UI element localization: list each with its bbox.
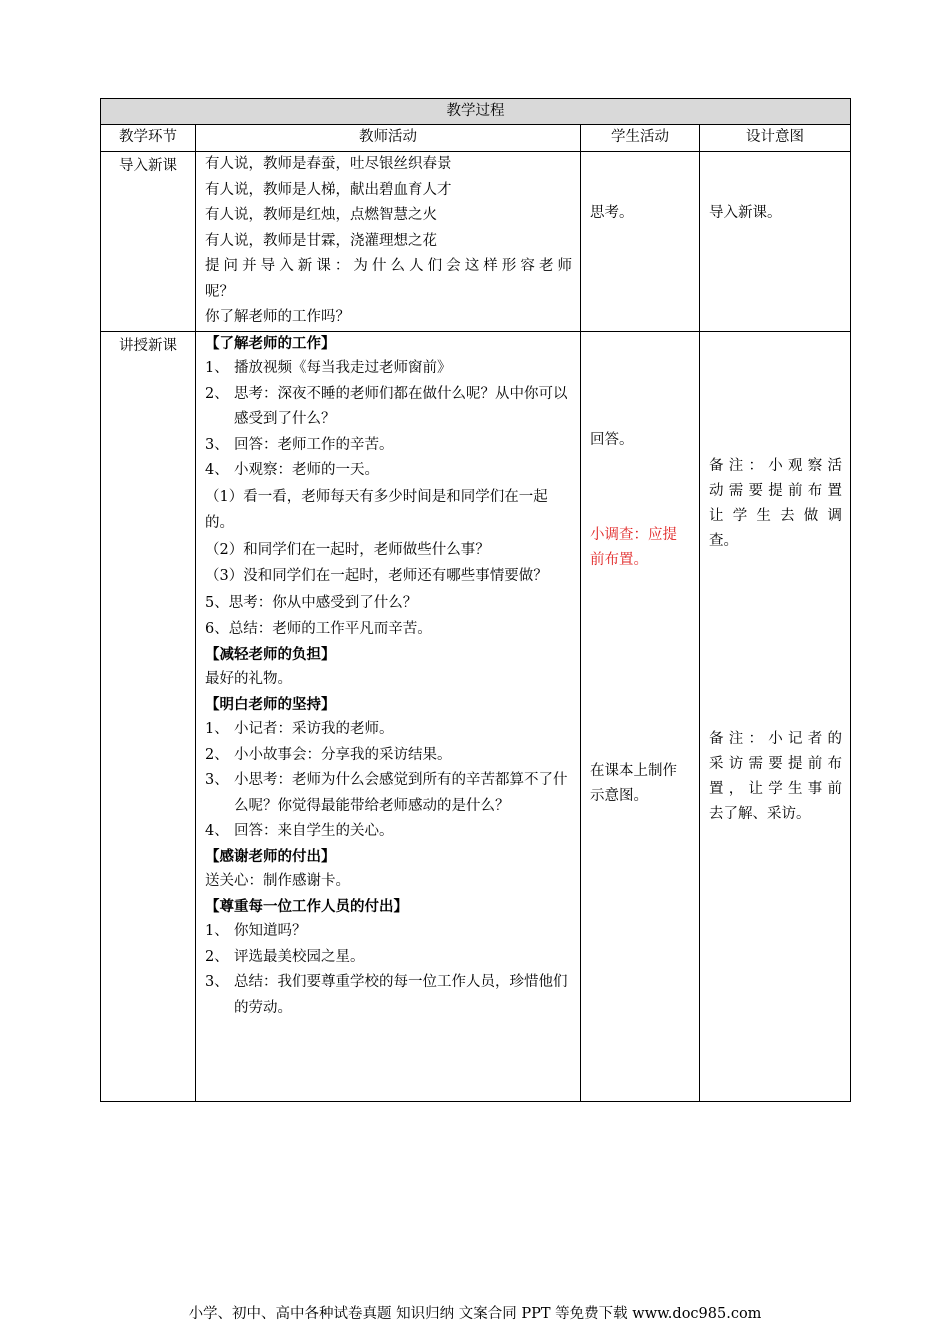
list-item: 3、 小思考：老师为什么会感觉到所有的辛苦都算不了什么呢？你觉得最能带给老师感动的是什么？ xyxy=(205,772,568,814)
lesson-process-table xyxy=(100,98,851,1102)
table-row-main xyxy=(101,331,851,1101)
intro-line: 有人说，教师是红烛，点燃智慧之火 xyxy=(205,207,437,223)
sub-item: （1）看一看，老师每天有多少时间是和同学们在一起的。 xyxy=(205,488,548,531)
student-activity-main xyxy=(581,331,700,1101)
page-footer: 小学、初中、高中各种试卷真题 知识归纳 文案合同 PPT 等免费下载 www.doc985.com xyxy=(188,1306,762,1322)
design-intro: 导入新课。 xyxy=(709,205,782,221)
list-item: 3、 回答：老师工作的辛苦。 xyxy=(205,436,394,453)
section-title: 【明白老师的坚持】 xyxy=(205,695,336,713)
intro-line: 提问并导入新课：为什么人们会这样形容老师 xyxy=(205,258,572,274)
table-title: 教学过程 xyxy=(101,99,851,125)
list-item: 1、 你知道吗？ xyxy=(205,923,307,939)
list-item: 2、 评选最美校园之星。 xyxy=(205,948,365,965)
student-think: 思考。 xyxy=(590,205,634,221)
sub-item: （3）没和同学们在一起时，老师还有哪些事情要做？ xyxy=(205,568,548,584)
section-title: 【了解老师的工作】 xyxy=(205,334,336,352)
list-item: 3、 总结：我们要尊重学校的每一位工作人员，珍惜他们的劳动。 xyxy=(205,974,568,1016)
list-item: 4、 回答：来自学生的关心。 xyxy=(205,823,394,839)
header-design: 设计意图 xyxy=(700,125,851,152)
design-note-observe: 备注：小观察活 动需要提前布置 让学生去做调 查。 xyxy=(709,457,842,549)
stage-main: 讲授新课 xyxy=(101,331,196,1101)
list-item: 2、 小小故事会：分享我的采访结果。 xyxy=(205,746,452,763)
sub-item: 5、思考：你从中感受到了什么？ xyxy=(205,594,418,611)
intro-line: 你了解老师的工作吗？ xyxy=(205,309,350,325)
list-item: 4、 小观察：老师的一天。 xyxy=(205,462,379,478)
design-intent-main xyxy=(700,331,851,1101)
student-activity-intro xyxy=(581,152,700,332)
teacher-activity-main xyxy=(196,331,581,1101)
section-text: 最好的礼物。 xyxy=(205,671,292,687)
header-student: 学生活动 xyxy=(581,125,700,152)
stage-intro: 导入新课 xyxy=(101,152,196,332)
table-row-intro xyxy=(101,152,851,332)
intro-line: 有人说，教师是人梯，献出碧血育人才 xyxy=(205,181,452,198)
student-diagram: 在课本上制作 示意图。 xyxy=(590,762,677,804)
header-stage: 教学环节 xyxy=(101,125,196,152)
intro-line: 有人说，教师是春蚕，吐尽银丝织春景 xyxy=(205,156,452,172)
design-note-interview: 备注：小记者的 采访需要提前布 置，让学生事前 去了解、采访。 xyxy=(709,730,842,822)
sub-item: 6、总结：老师的工作平凡而辛苦。 xyxy=(205,621,432,637)
header-teacher: 教师活动 xyxy=(196,125,581,152)
intro-line: 呢？ xyxy=(205,283,234,300)
section-text: 送关心：制作感谢卡。 xyxy=(205,873,350,889)
intro-line: 有人说，教师是甘霖，浇灌理想之花 xyxy=(205,232,437,249)
teacher-activity-intro xyxy=(196,152,581,332)
design-intent-intro xyxy=(700,152,851,332)
list-item: 2、 思考：深夜不睡的老师们都在做什么呢？从中你可以感受到了什么？ xyxy=(205,385,568,427)
section-title: 【感谢老师的付出】 xyxy=(205,847,336,865)
student-answer: 回答。 xyxy=(590,431,634,448)
student-survey: 小调查：应提 前布置。 xyxy=(590,526,677,568)
section-title: 【减轻老师的负担】 xyxy=(205,645,336,663)
section-title: 【尊重每一位工作人员的付出】 xyxy=(205,897,408,915)
sub-item: （2）和同学们在一起时，老师做些什么事？ xyxy=(205,541,490,558)
list-item: 1、 小记者：采访我的老师。 xyxy=(205,721,394,737)
list-item: 1、 播放视频《每当我走过老师窗前》 xyxy=(205,360,452,376)
